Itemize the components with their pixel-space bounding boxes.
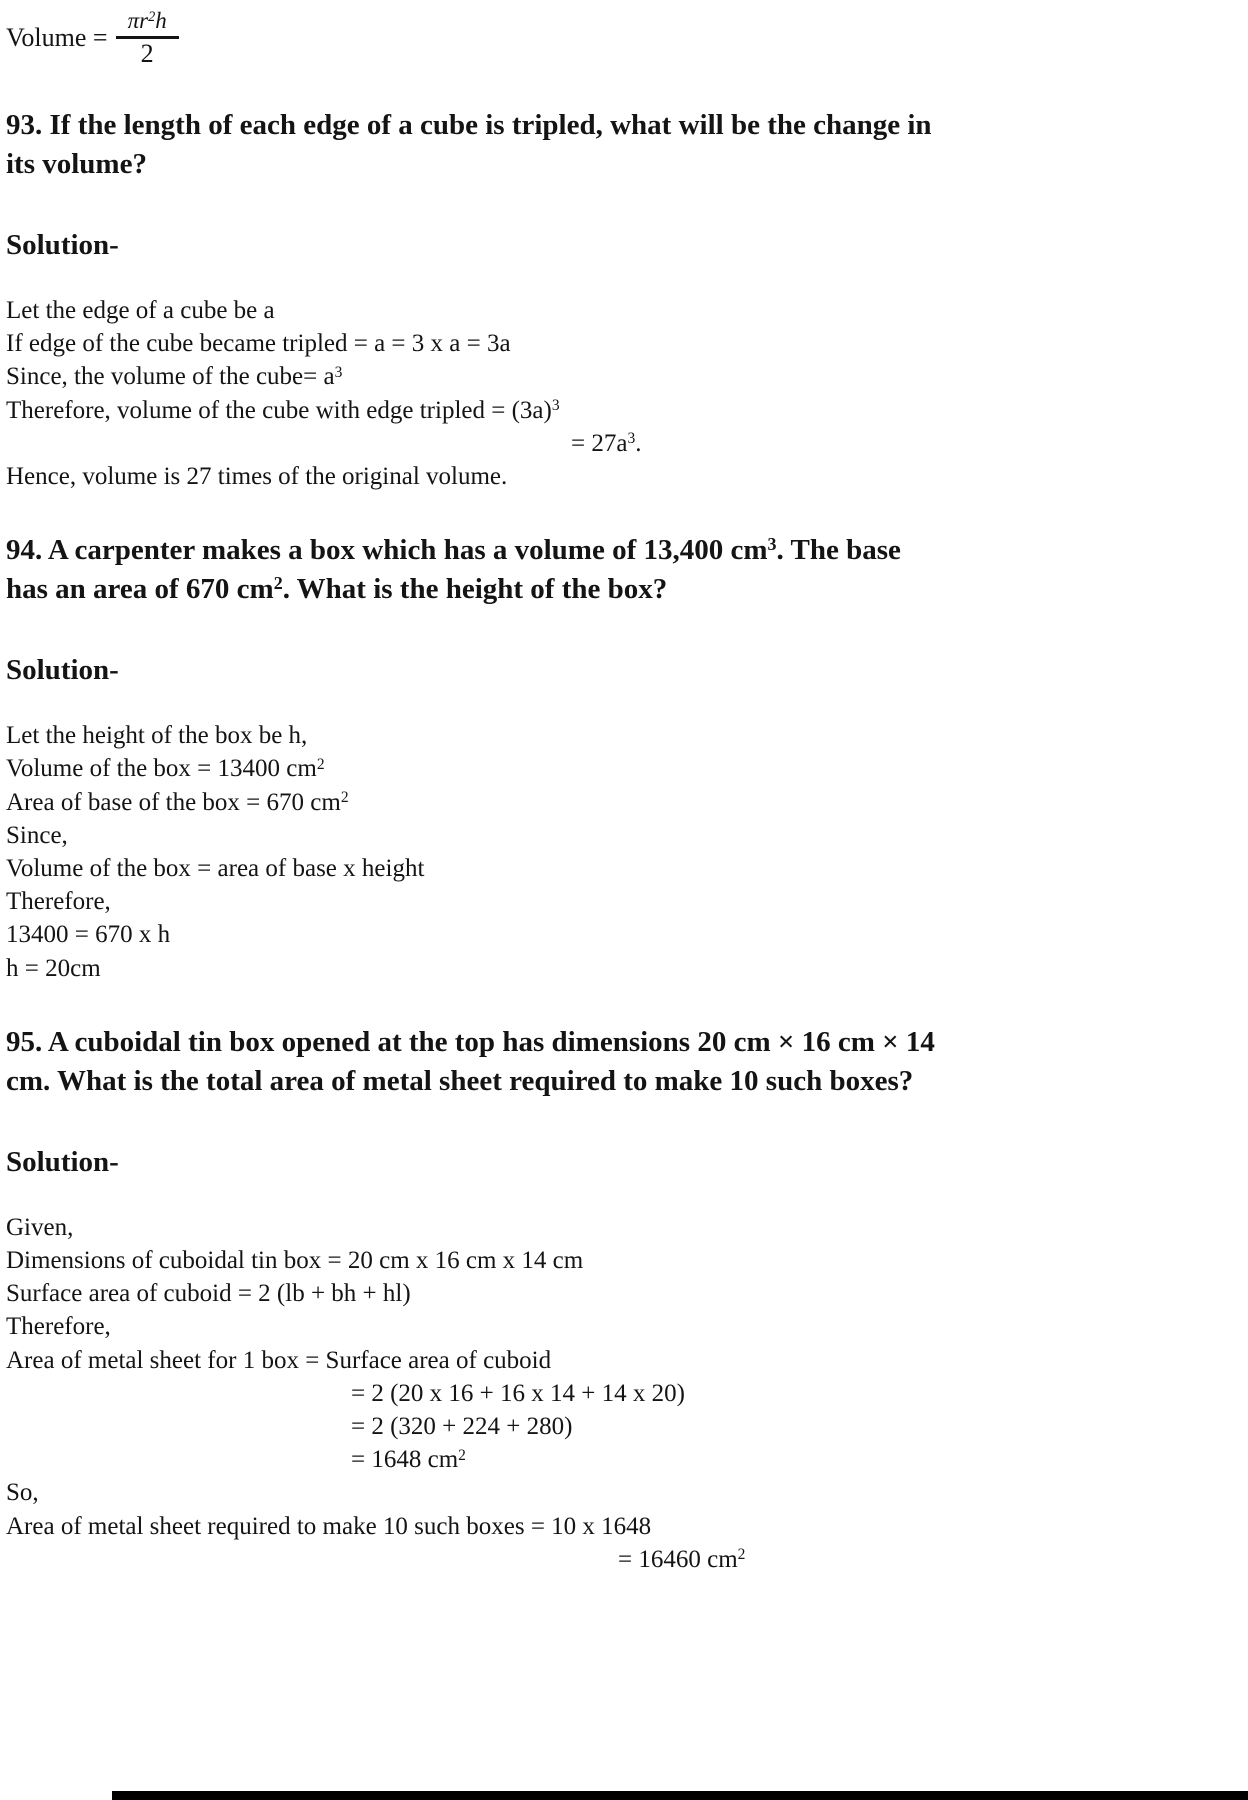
question-94 — [6, 531, 1234, 609]
text-line: Since, the volume of the cube= $a^3$ — [6, 363, 343, 391]
text-line: 13400 = 670 x h — [6, 921, 171, 949]
text-line: Area of metal sheet for 1 box = Surface area of cuboid — [6, 1346, 552, 1374]
text-line: Area of metal sheet required to make 10 such boxes = 10 x 1648 — [6, 1512, 652, 1540]
text-line: So, — [6, 1479, 39, 1507]
text-line: Let the height of the box be h, — [6, 722, 308, 750]
solution-body-94 — [6, 719, 1234, 985]
solution-body-95 — [6, 1211, 1234, 1576]
solution-label-94 — [6, 653, 1234, 687]
fraction — [116, 8, 179, 68]
text-line: its volume? — [6, 148, 147, 180]
text-line: Solution- — [6, 654, 119, 687]
text-line: Given, — [6, 1213, 74, 1241]
text-line: Hence, volume is 27 times of the original volume. — [6, 463, 508, 491]
formula-prefix: Volume = — [6, 23, 108, 52]
fraction-numerator: $\pi r^2h$ — [127, 8, 167, 33]
text-line: 93. If the length of each edge of a cube is tripled, what will be the change in — [6, 109, 932, 141]
document-content — [6, 106, 1234, 1576]
text-line: Therefore, volume of the cube with edge tripled = $(3a)^3$ — [6, 396, 560, 424]
question-95 — [6, 1023, 1234, 1101]
text-line: Therefore, — [6, 1313, 111, 1341]
text-line: Let the edge of a cube be a — [6, 297, 275, 324]
text-line: 94. A carpenter makes a box which has a volume of 13,400 $cm^3$. The base — [6, 534, 901, 567]
text-line: Solution- — [6, 229, 119, 261]
solution-body-93 — [6, 294, 1234, 493]
text-line: Solution- — [6, 1145, 119, 1178]
text-line: cm. What is the total area of metal sheet required to make 10 such boxes? — [6, 1064, 914, 1097]
text-line: = 2 (20 x 16 + 16 x 14 + 14 x 20) — [351, 1379, 685, 1407]
text-line: Area of base of the box = 670 $cm^2$ — [6, 788, 349, 816]
text-line: = 1648 $cm^2$ — [351, 1446, 466, 1474]
fraction-denominator: 2 — [140, 39, 154, 68]
text-line: = $27a^3$. — [571, 429, 642, 457]
solution-label-95 — [6, 1145, 1234, 1179]
text-line: = 2 (320 + 224 + 280) — [351, 1413, 573, 1441]
text-line: Volume of the box = area of base x height — [6, 855, 425, 883]
text-line: 95. A cuboidal tin box opened at the top has dimensions 20 cm × 16 cm × 14 — [6, 1025, 935, 1058]
text-line: has an area of 670 $cm^2$. What is the height of the box? — [6, 573, 668, 606]
volume-formula — [6, 6, 1234, 68]
text-line: If edge of the cube became tripled = a = 3 x a = 3a — [6, 330, 511, 358]
text-line: Therefore, — [6, 888, 111, 916]
text-line: Surface area of cuboid = 2 (lb + bh + hl) — [6, 1280, 411, 1308]
text-line: h = 20cm — [6, 954, 101, 982]
solution-label-93 — [6, 228, 1234, 262]
text-line: Volume of the box = 13400 $cm^2$ — [6, 755, 325, 783]
question-93 — [6, 106, 1234, 184]
text-line: = 16460 $cm^2$ — [618, 1545, 746, 1573]
page-edge-artifact — [112, 1791, 1248, 1800]
text-line: Since, — [6, 821, 68, 849]
text-line: Dimensions of cuboidal tin box = 20 cm x 16 cm x 14 cm — [6, 1247, 584, 1275]
